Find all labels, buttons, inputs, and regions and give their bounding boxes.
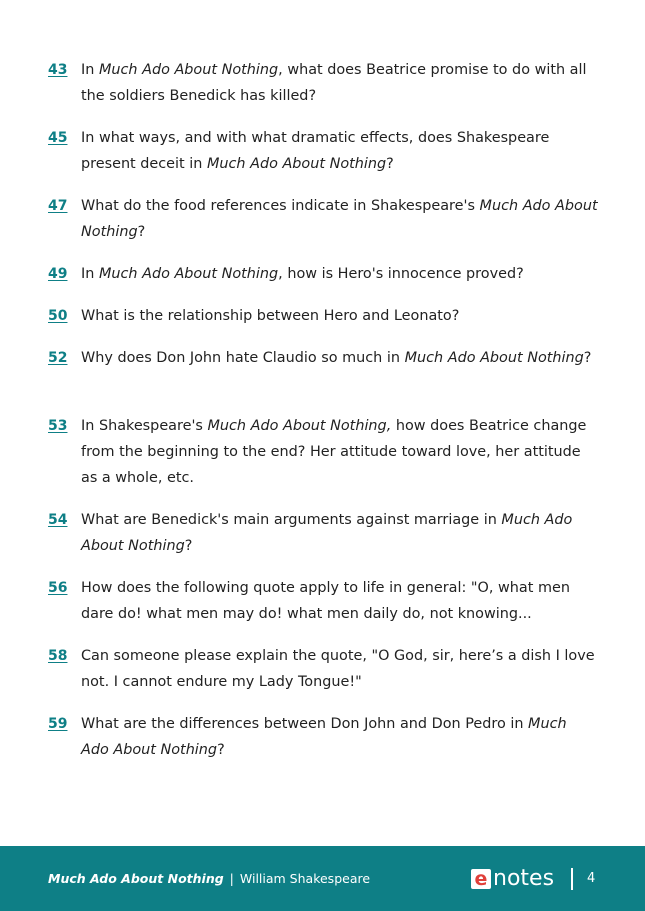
question-item-49[interactable] (48, 261, 598, 287)
enotes-logo[interactable] (471, 867, 554, 891)
book-title-run: Much Ado About Nothing (98, 266, 279, 282)
text-run: How does the following quote apply to life in general: "O, what men dare do! what men may do! what men daily do, not knowing... (81, 580, 570, 622)
text-run: ? (386, 156, 394, 172)
text-run: ? (217, 742, 225, 758)
question-number-link[interactable]: 59 (48, 716, 68, 732)
question-text[interactable] (81, 413, 598, 491)
question-text[interactable] (81, 575, 598, 627)
book-title-run: Much Ado About Nothing (81, 512, 573, 554)
question-item-59[interactable] (48, 711, 598, 763)
text-run: What do the food references indicate in Shakespeare's (81, 198, 480, 214)
question-number-link[interactable]: 56 (48, 580, 68, 596)
footer-citation (48, 871, 370, 887)
question-text[interactable] (81, 125, 598, 177)
footer-divider (571, 868, 573, 890)
book-title-run: Much Ado About Nothing (404, 350, 584, 366)
question-number-link[interactable]: 47 (48, 198, 68, 214)
question-item-47[interactable] (48, 193, 598, 245)
book-title-run: Much Ado About Nothing, (207, 418, 392, 434)
book-title-run: Much Ado About Nothing (81, 716, 567, 758)
text-run: ? (583, 350, 592, 366)
text-run: , what does Beatrice promise to do with all the soldiers Benedick has killed? (81, 62, 587, 104)
enotes-e-icon: e (471, 869, 491, 889)
question-text[interactable] (81, 261, 598, 287)
page-number: 4 (587, 871, 596, 886)
footer-author: William Shakespeare (239, 871, 371, 886)
question-item-50[interactable] (48, 303, 598, 329)
page-footer (0, 846, 645, 911)
text-run: Can someone please explain the quote, "O God, sir, here’s a dish I love not. I cannot endure my Lady Tongue!" (81, 648, 595, 690)
text-run: how does Beatrice change from the beginning to the end? Her attitude toward love, her attitude as a whole, etc. (81, 418, 587, 486)
footer-book-title: Much Ado About Nothing (48, 871, 224, 886)
text-run: Why does Don John hate Claudio so much in (81, 350, 405, 366)
question-number-link[interactable]: 49 (48, 266, 68, 282)
question-number-link[interactable]: 43 (48, 62, 68, 78)
text-run: In (81, 266, 99, 282)
text-run: , how is Hero's innocence proved? (278, 266, 524, 282)
question-number-link[interactable]: 53 (48, 418, 68, 434)
question-text[interactable] (81, 303, 598, 329)
question-item-56[interactable] (48, 575, 598, 627)
question-number-link[interactable]: 58 (48, 648, 68, 664)
question-number-link[interactable]: 52 (48, 350, 68, 366)
book-title-run: Much Ado About Nothing (206, 156, 387, 172)
question-text[interactable] (81, 57, 598, 109)
question-item-45[interactable] (48, 125, 598, 177)
book-title-run: Much Ado About Nothing (98, 62, 279, 78)
question-item-52[interactable] (48, 345, 598, 371)
question-number-link[interactable]: 54 (48, 512, 68, 528)
question-item-54[interactable] (48, 507, 598, 559)
footer-separator: | (229, 871, 234, 886)
text-run: What is the relationship between Hero and Leonato? (81, 308, 460, 324)
question-number-link[interactable]: 50 (48, 308, 68, 324)
question-text[interactable] (81, 345, 598, 371)
question-number-link[interactable]: 45 (48, 130, 68, 146)
question-item-58[interactable] (48, 643, 598, 695)
text-run: In what ways, and with what dramatic effects, does Shakespeare present deceit in (81, 130, 550, 172)
text-run: ? (137, 224, 146, 240)
question-text[interactable] (81, 507, 598, 559)
question-text[interactable] (81, 193, 598, 245)
question-text[interactable] (81, 643, 598, 695)
text-run: What are the differences between Don John and Don Pedro in (81, 716, 529, 732)
text-run: ? (184, 538, 193, 554)
text-run: In (81, 62, 99, 78)
question-item-53[interactable] (48, 413, 598, 491)
book-title-run: Much Ado About Nothing (81, 198, 598, 240)
text-run: In Shakespeare's (81, 418, 208, 434)
enotes-wordmark: notes (493, 866, 555, 891)
question-text[interactable] (81, 711, 598, 763)
question-item-43[interactable] (48, 57, 598, 109)
text-run: What are Benedick's main arguments against marriage in (81, 512, 502, 528)
